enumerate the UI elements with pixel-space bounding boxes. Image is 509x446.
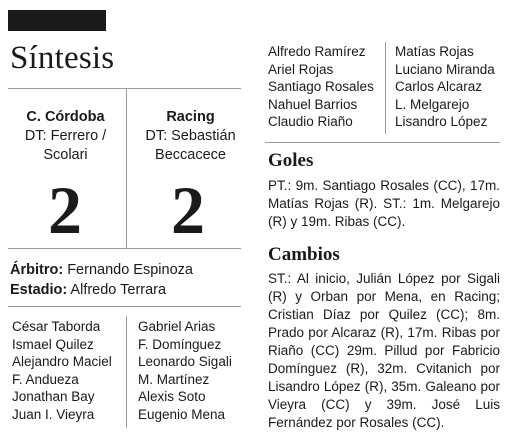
home-lineup-col2 xyxy=(138,318,232,423)
divider-top xyxy=(8,88,241,89)
away-team-coach: DT: Sebastián Beccacece xyxy=(145,128,236,163)
home-score: 2 xyxy=(48,172,82,248)
home-team xyxy=(8,108,123,165)
goals-text: PT.: 9m. Santiago Rosales (CC), 17m. Matías Rojas (R). ST.: 1m. Melgarejo (R) y 19m. Ribas (CC). xyxy=(268,178,500,229)
player: L. Melgarejo xyxy=(395,96,470,112)
player: Eugenio Mena xyxy=(138,406,226,422)
player: Carlos Alcaraz xyxy=(395,79,483,94)
away-score: 2 xyxy=(171,172,205,248)
section-title: Síntesis xyxy=(10,40,115,76)
home-lineup-col1 xyxy=(12,318,112,423)
changes-heading: Cambios xyxy=(268,244,340,265)
home-team-coach: DT: Ferrero / Scolari xyxy=(24,128,107,163)
player: Gabriel Arias xyxy=(138,319,216,334)
referee-label: Árbitro: xyxy=(10,262,64,278)
away-lineup-col2 xyxy=(395,43,495,131)
player: Leonardo Sigali xyxy=(138,354,232,369)
divider-bottom xyxy=(8,248,241,249)
player: Alfredo Ramírez xyxy=(268,44,366,59)
divider-lineups xyxy=(8,306,241,307)
divider-away-lineup xyxy=(385,42,386,134)
player: Santiago Rosales xyxy=(268,79,374,94)
player: Ariel Rojas xyxy=(268,61,334,77)
stadium-label: Estadio: xyxy=(10,282,68,298)
player: Alejandro Maciel xyxy=(12,354,112,369)
player: M. Martínez xyxy=(138,371,210,387)
stadium-line xyxy=(10,280,166,300)
section-marker-bar xyxy=(8,10,106,31)
away-team-name: Racing xyxy=(166,109,215,125)
away-lineup-col1 xyxy=(268,43,374,131)
divider-center xyxy=(126,88,127,248)
divider-lineups-center xyxy=(126,316,127,428)
goals-heading: Goles xyxy=(268,150,314,171)
home-team-name: C. Córdoba xyxy=(26,109,105,125)
player: Nahuel Barrios xyxy=(268,96,358,112)
referee-name: Fernando Espinoza xyxy=(63,262,193,278)
player: F. Andueza xyxy=(12,371,79,387)
player: Claudio Riaño xyxy=(268,114,353,129)
changes-text: ST.: Al inicio, Julián López por Sigali (R) y Orban por Mena, en Racing; Cristian Díaz por Quilez (CC); 8m. Prado por Alcaraz (R), 17m. Ribas por Riaño (CC) 29m. Pillud por Fabricio Domínguez (R), 32m. Cvitanich por Lisandro López (R), 35m. Galeano por Vieyra (CC) y 39m. José Luis Fernández por Rosales (CC). xyxy=(268,271,500,430)
stadium-name: Alfredo Terrara xyxy=(67,282,167,298)
player: F. Domínguez xyxy=(138,336,222,352)
player: Alexis Soto xyxy=(138,389,206,404)
referee-line xyxy=(10,260,193,280)
player: Juan I. Vieyra xyxy=(12,406,95,422)
player: Luciano Miranda xyxy=(395,61,495,77)
player: Matías Rojas xyxy=(395,44,474,59)
player: César Taborda xyxy=(12,319,101,334)
divider-right-top xyxy=(265,142,500,143)
away-team xyxy=(133,108,248,165)
player: Ismael Quilez xyxy=(12,336,94,352)
player: Jonathan Bay xyxy=(12,389,95,404)
player: Lisandro López xyxy=(395,114,488,129)
